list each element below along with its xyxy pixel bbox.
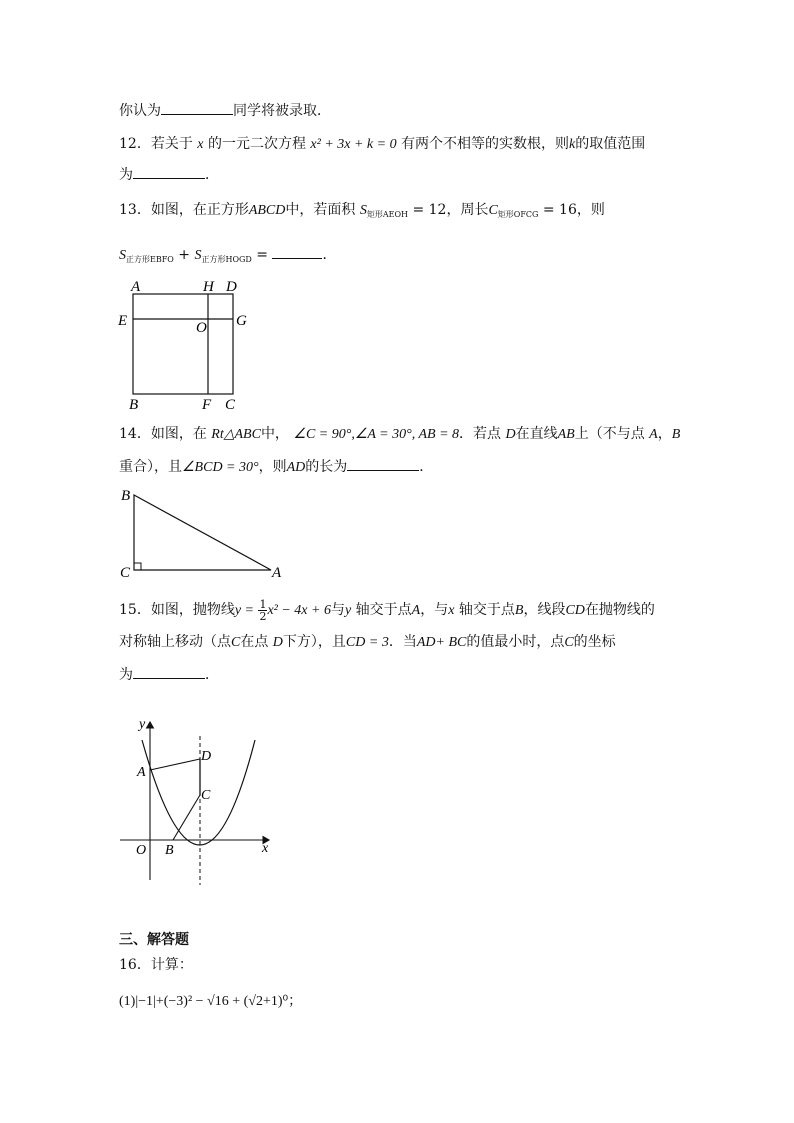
equation: x² + 3x + k = 0 [310, 137, 397, 152]
label-x: x [262, 841, 269, 856]
label-y: y [139, 717, 146, 732]
label-o: O [196, 320, 207, 336]
answer-blank [133, 164, 205, 179]
label-d: D [201, 749, 212, 764]
text: 的长为 [305, 459, 348, 475]
question-14 [119, 424, 680, 445]
text: ． [419, 459, 434, 475]
text: 上（不与点 [574, 426, 645, 442]
label-f: F [202, 397, 212, 413]
equation: = 16 [542, 202, 577, 218]
text: 对称轴上移动（点 [119, 634, 231, 650]
math-expr: AD+ BC [416, 635, 467, 650]
math-var: AB [557, 427, 575, 442]
label-e: E [118, 313, 128, 329]
text: ． [205, 667, 219, 683]
answer-blank [161, 100, 233, 115]
math-var: CD [565, 603, 585, 618]
text: 同学将被录取． [233, 103, 331, 119]
text: ，则 [576, 202, 605, 218]
question-number: 14． [119, 426, 151, 442]
label-c: C [201, 788, 211, 803]
text: 有两个不相等的实数根，则 [401, 136, 570, 152]
question-15-cont [119, 632, 616, 653]
text: 为 [119, 167, 133, 183]
question-12-cont [119, 164, 219, 185]
text: 中，若面积 [285, 202, 356, 218]
text: ．若点 [459, 426, 502, 442]
label-a: A [137, 765, 146, 780]
text: ，线段 [523, 602, 566, 618]
answer-blank [133, 664, 205, 679]
subscript: 矩形OFCG [497, 210, 539, 219]
label-a: A [272, 565, 282, 580]
label-c: C [120, 565, 131, 580]
text: 在直线 [515, 426, 558, 442]
text: 与 [330, 602, 345, 618]
text: 你认为 [119, 103, 161, 119]
question-16-part1: (1)|−1|+(−3)² − √16 + (√2+1)⁰； [119, 994, 303, 1009]
math-var: A [649, 427, 658, 442]
text: ，则 [258, 459, 287, 475]
math-var: D [272, 635, 283, 650]
text: ，与 [420, 602, 449, 618]
math-expr: ∠C = 90°,∠A = 30°, AB = 8 [293, 427, 460, 442]
label-g: G [236, 313, 247, 329]
question-number: 13． [119, 202, 151, 218]
math-var: y [344, 603, 352, 618]
text: 轴交于点 [355, 602, 412, 618]
text: 中， [260, 426, 289, 442]
math-var: B [514, 603, 524, 618]
math-var: D [505, 427, 516, 442]
math-var: x [197, 137, 204, 152]
label-o: O [136, 843, 147, 858]
math-var: C [231, 635, 241, 650]
label-c: C [225, 397, 236, 413]
answer-blank [272, 244, 322, 259]
numerator: 1 [259, 597, 267, 611]
question-14-cont [119, 456, 433, 478]
square-figure [116, 276, 256, 414]
question-16: 16．计算： [119, 957, 193, 973]
text: ． [205, 167, 219, 183]
question-number: 15． [119, 602, 151, 618]
segment-bc [173, 795, 200, 840]
equation: = 12 [412, 202, 447, 218]
math-var: ABCD [248, 203, 286, 218]
parabola-curve [142, 740, 255, 845]
math-var: B [671, 427, 681, 442]
square-abcd [133, 294, 233, 394]
math-var: S [119, 248, 126, 263]
text: 若关于 [150, 136, 193, 152]
text: 的值最小时，点 [466, 634, 565, 650]
math-var: S [359, 203, 367, 218]
subscript: 正方形HOGD [201, 255, 252, 264]
math-var: k [569, 137, 576, 152]
text: 在点 [240, 634, 269, 650]
operator: + [178, 247, 191, 263]
operator: = [256, 247, 268, 263]
math-expr: x² − 4x + 6 [267, 603, 331, 618]
question-13 [119, 200, 605, 225]
text: ， [657, 426, 672, 442]
text: 如图，在 [150, 426, 207, 442]
math-expr: y = [234, 603, 254, 618]
text: ． [322, 247, 337, 263]
text: 如图，抛物线 [150, 602, 235, 618]
parabola-figure [116, 710, 278, 890]
text: 的取值范围 [575, 136, 646, 152]
triangle-abc [134, 495, 271, 570]
prev-question-tail [119, 100, 331, 121]
text: 在抛物线的 [584, 602, 655, 618]
math-var: AD [286, 460, 306, 475]
math-expr: Rt△ABC [211, 427, 261, 442]
question-12 [119, 134, 645, 155]
question-13-cont [119, 244, 336, 270]
label-h: H [203, 279, 214, 295]
right-angle-mark [134, 563, 141, 570]
text: 的一元二次方程 [207, 136, 306, 152]
math-var: C [488, 203, 498, 218]
label-b: B [165, 843, 174, 858]
question-15-cont2 [119, 664, 219, 685]
math-var: C [564, 635, 574, 650]
subscript: 正方形EBFO [126, 255, 174, 264]
question-15 [119, 596, 655, 625]
denominator: 2 [259, 609, 267, 623]
text: 为 [119, 667, 133, 683]
math-var: A [411, 603, 421, 618]
text: 轴交于点 [458, 602, 515, 618]
label-b: B [129, 397, 139, 413]
label-a: A [131, 279, 141, 295]
triangle-figure [116, 484, 288, 580]
text: 的坐标 [573, 634, 616, 650]
section-heading: 三、解答题 [119, 932, 189, 948]
text: ，周长 [446, 202, 489, 218]
math-var: x [448, 603, 455, 618]
math-var: S [194, 248, 202, 263]
math-expr: ∠BCD = 30° [182, 460, 259, 475]
answer-blank [347, 456, 419, 471]
text: 下方），且 [282, 634, 346, 650]
math-expr: CD = 3 [345, 635, 389, 650]
subscript: 矩形AEOH [366, 210, 408, 219]
text: ．当 [388, 634, 417, 650]
text: 重合），且 [119, 459, 182, 475]
question-number: 12． [119, 136, 151, 152]
text: 如图，在正方形 [150, 202, 249, 218]
segment-ad [150, 759, 200, 770]
label-d: D [226, 279, 237, 295]
label-b: B [121, 488, 131, 504]
